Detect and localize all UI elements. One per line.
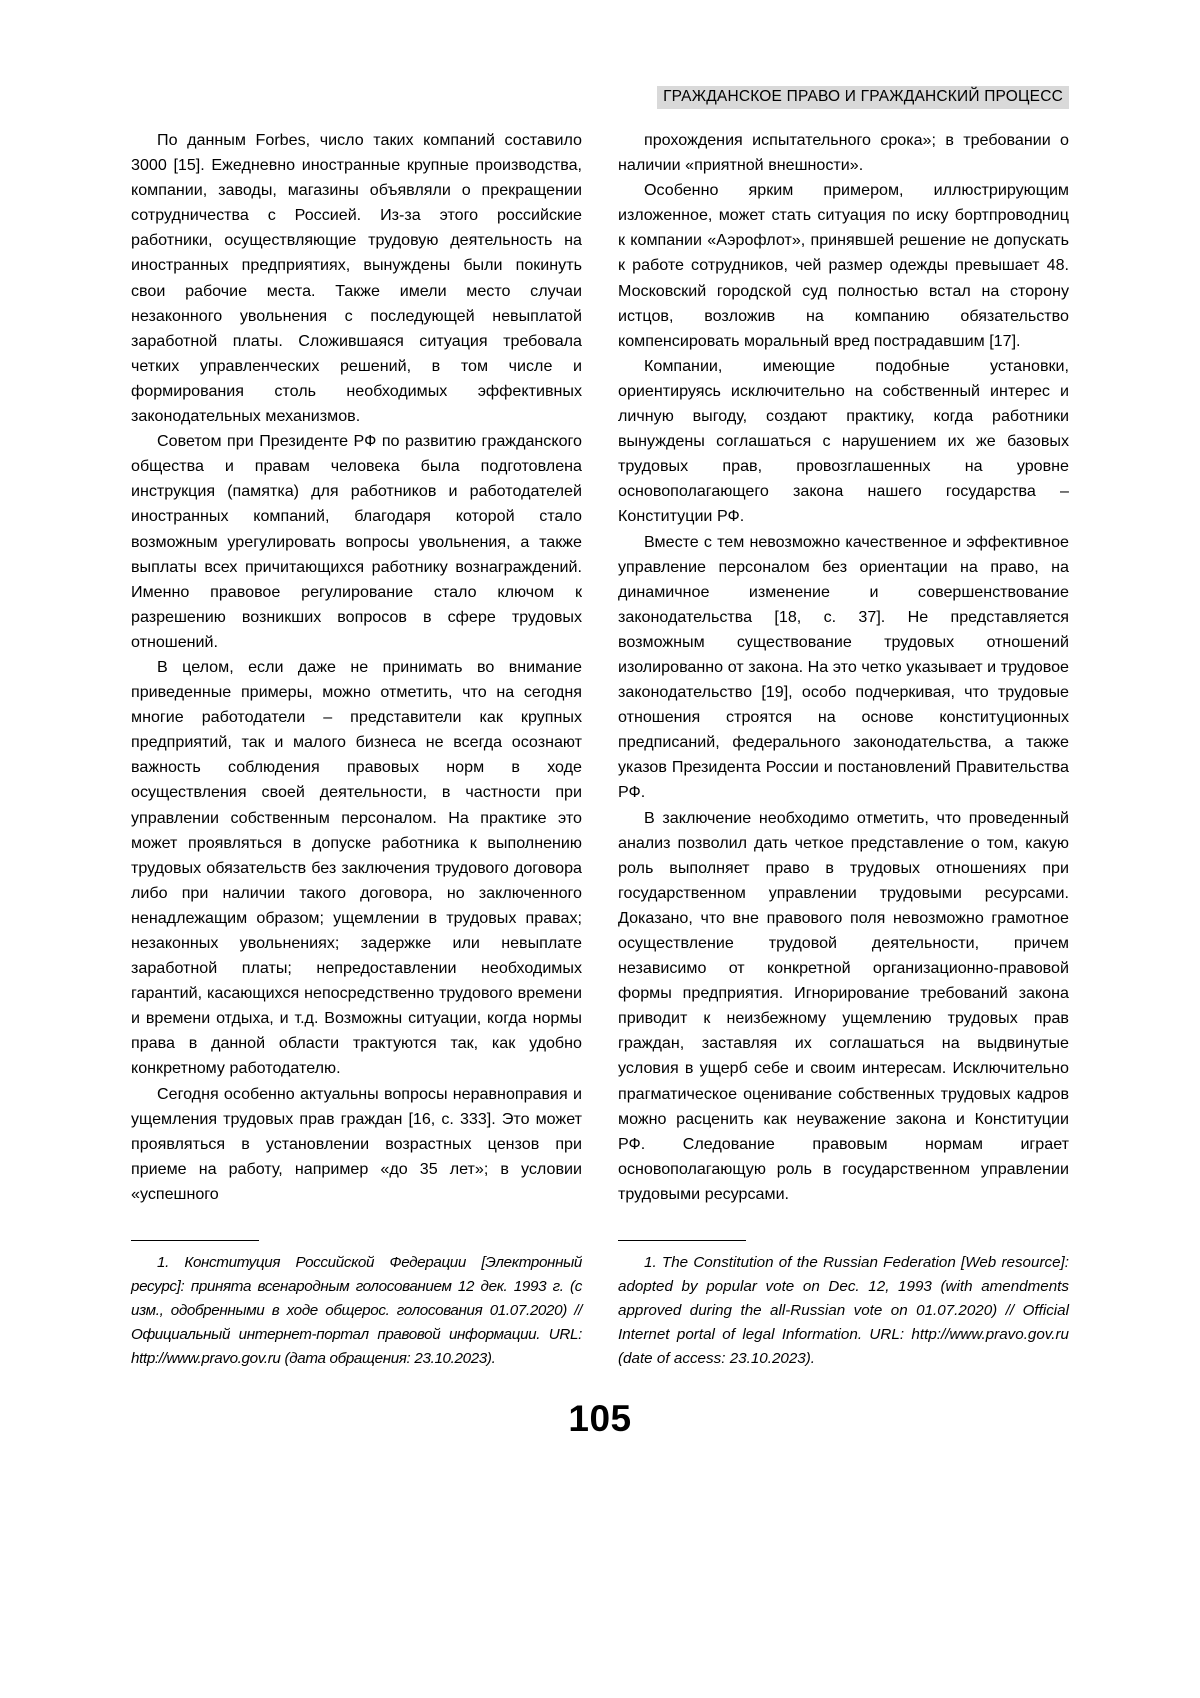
footnote-rule [618,1240,746,1241]
running-head [131,86,1069,109]
paragraph: Сегодня особенно актуальны вопросы неравноправия и ущемления трудовых прав граждан [16, с. 333]. Это может проявляться в установлении возрастных цензов при приеме на работу, например «до 35 лет»; в условии «успешного [131,1084,582,1203]
right-column [618,128,1069,1207]
reference-item: 1. The Constitution of the Russian Federation [Web resource]: adopted by popular vote on Dec. 12, 1993 (with amendments approved during the all-Russian vote on 01.07.2020) // Official Internet portal of legal Information. URL: http://www.pravo.gov.ru (date of access: 23.10.2023). [618,1254,1069,1367]
page-number: 105 [568,1398,632,1439]
paragraph: Вместе с тем невозможно качественное и эффективное управление персоналом без ориентации на право, на динамичное изменение и совершенствование законодательства [18, с. 37]. Не представляется возможным существование трудовых отношений изолированно от закона. На это четко указывает и трудовое законодательство [19], особо подчеркивая, что трудовые отношения строятся на основе конституционных предписаний, федерального законодательства, а также указов Президента России и постановлений Правительства РФ. [618,532,1069,802]
paragraph: Советом при Президенте РФ по развитию гражданского общества и правам человека была подготовлена инструкция (памятка) для работников и работодателей иностранных компаний, благодаря которой стало возможным урегулировать вопросы увольнения, а также выплаты всех причитающихся работнику вознаграждений. Именно правовое регулирование стало ключом к разрешению возникших вопросов в сфере трудовых отношений. [131,432,582,651]
reference-item: 1. Конституция Российской Федерации [Электронный ресурс]: принята всенародным голосованием 12 дек. 1993 г. (с изм., одобренными в ходе общерос. голосования 01.07.2020) // Официальный интернет-портал правовой информации. URL: http://www.pravo.gov.ru (дата обращения: 23.10.2023). [131,1254,582,1367]
footnote-rule [131,1240,259,1241]
left-column [131,128,582,1207]
article-body [131,128,1069,1207]
references-block [131,1240,1069,1371]
references-left [131,1240,582,1371]
paragraph: В целом, если даже не принимать во внимание приведенные примеры, можно отметить, что на сегодня многие работодатели – представители как крупных предприятий, так и малого бизнеса не всегда осознают важность соблюдения правовых норм в ходе осуществления своей деятельности, в частности при управлении собственным персоналом. На практике это может проявляться в допуске работника к выполнению трудовых обязательств без заключения трудового договора либо при наличии такого договора, но заключенного ненадлежащим образом; ущемлении в трудовых правах; незаконных увольнениях; задержке или невыплате заработной платы; непредоставлении необходимых гарантий, касающихся непосредственно трудового времени и времени отдыха, и т.д. Возможны ситуации, когда нормы права в данной области трактуются так, как удобно конкретному работодателю. [131,657,582,1078]
references-right [618,1240,1069,1371]
running-head-text: ГРАЖДАНСКОЕ ПРАВО И ГРАЖДАНСКИЙ ПРОЦЕСС [657,86,1069,109]
paragraph: По данным Forbes, число таких компаний составило 3000 [15]. Ежедневно иностранные крупные производства, компании, заводы, магазины объявляли о прекращении сотрудничества с Россией. Из-за этого российские работники, осуществляющие трудовую деятельность на иностранных предприятиях, вынуждены были покинуть свои рабочие места. Также имели место случаи незаконного увольнения с последующей невыплатой заработной платы. Сложившаяся ситуация требовала четких управленческих решений, в том числе и формирования столь необходимых эффективных законодательных механизмов. [131,131,582,426]
paragraph: прохождения испытательного срока»; в требовании о наличии «приятной внешности». [618,131,1069,175]
paragraph: Компании, имеющие подобные установки, ориентируясь исключительно на собственный интерес и личную выгоду, создают практику, когда работники вынуждены соглашаться с нарушением их же базовых трудовых прав, провозглашенных на уровне основополагающего закона нашего государства – Конституции РФ. [618,356,1069,526]
paragraph: Особенно ярким примером, иллюстрирующим изложенное, может стать ситуация по иску бортпроводниц к компании «Аэрофлот», принявшей решение не допускать к работе сотрудников, чей размер одежды превышает 48. Московский городской суд полностью встал на сторону истцов, возложив на компанию обязательство компенсировать моральный вред пострадавшим [17]. [618,181,1069,350]
paragraph: В заключение необходимо отметить, что проведенный анализ позволил дать четкое представление о том, какую роль выполняет право в трудовых отношениях при государственном управлении трудовыми ресурсами. Доказано, что вне правового поля невозможно грамотное осуществление трудовой деятельности, причем независимо от конкретной организационно-правовой формы предприятия. Игнорирование требований закона приводит к неизбежному ущемлению трудовых прав граждан, заставляя их соглашаться на выдвинутые условия в ущерб себе и своим интересам. Исключительно прагматическое оценивание собственных трудовых кадров можно расценить как неуважение закона и Конституции РФ. Следование правовым нормам играет основополагающую роль в государственном управлении трудовыми ресурсами. [618,808,1069,1203]
